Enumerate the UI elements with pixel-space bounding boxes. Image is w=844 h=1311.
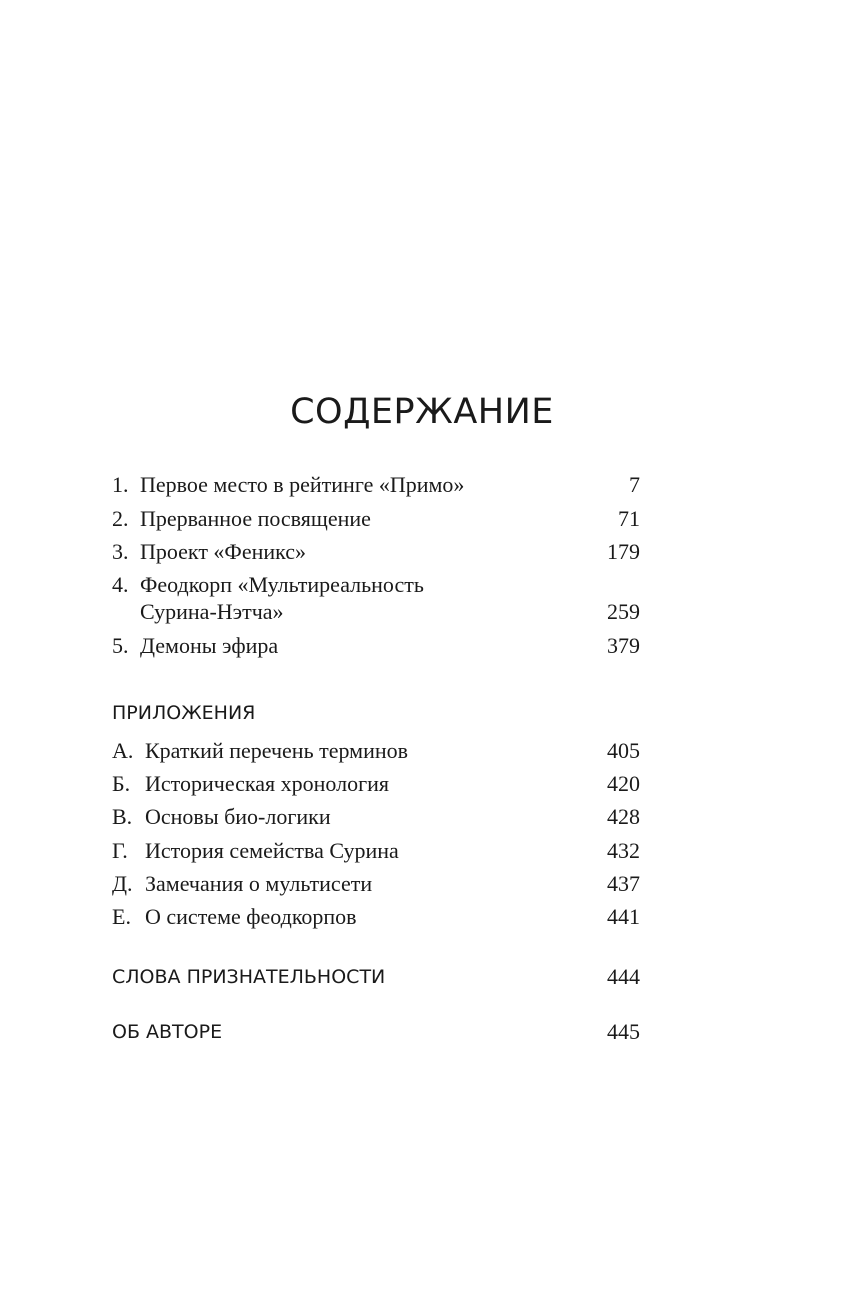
entry-number: 4.: [112, 572, 129, 597]
entry-title: Историческая хронология: [145, 771, 390, 796]
toc-entry-chapter-4[interactable]: [112, 572, 640, 598]
entry-number: 2.: [112, 506, 129, 531]
entry-page-number: 7: [629, 472, 640, 497]
entry-page-number: 445: [607, 1019, 640, 1044]
entry-title-line-1: Феодкорп «Мультиреальность: [140, 572, 424, 597]
entry-page-number: 420: [607, 771, 640, 796]
entry-title: ОБ АВТОРЕ: [112, 1021, 223, 1043]
entry-page-number: 71: [618, 506, 640, 531]
entry-letter: Е.: [112, 904, 131, 929]
entry-title: Основы био-логики: [145, 804, 331, 829]
toc-entry-chapter-1[interactable]: [112, 472, 640, 498]
entry-letter: Б.: [112, 771, 131, 796]
entry-title: Проект «Феникс»: [140, 539, 307, 564]
entry-title: Прерванное посвящение: [140, 506, 371, 531]
entry-letter: А.: [112, 738, 134, 763]
entry-page-number: 259: [607, 599, 640, 624]
entry-title: История семейства Сурина: [145, 838, 399, 863]
entry-page-number: 441: [607, 904, 640, 929]
entry-title: СЛОВА ПРИЗНАТЕЛЬНОСТИ: [112, 966, 386, 988]
toc-entry-appendix-e[interactable]: [112, 904, 640, 930]
entry-title: Первое место в рейтинге «Примо»: [140, 472, 465, 497]
toc-entry-acknowledgements[interactable]: [112, 964, 640, 990]
entry-page-number: 405: [607, 738, 640, 763]
entry-page-number: 379: [607, 633, 640, 658]
entry-number: 5.: [112, 633, 129, 658]
toc-entry-chapter-3[interactable]: [112, 539, 640, 565]
entry-title-line-2: Сурина-Нэтча»: [140, 599, 284, 624]
entry-page-number: 428: [607, 804, 640, 829]
toc-entry-appendix-b[interactable]: [112, 771, 640, 797]
appendices-heading: ПРИЛОЖЕНИЯ: [112, 702, 256, 724]
entry-page-number: 179: [607, 539, 640, 564]
toc-entry-appendix-v[interactable]: [112, 804, 640, 830]
entry-page-number: 437: [607, 871, 640, 896]
entry-letter: Г.: [112, 838, 128, 863]
toc-entry-appendix-a[interactable]: [112, 738, 640, 764]
entry-letter: В.: [112, 804, 133, 829]
entry-title: Краткий перечень терминов: [145, 738, 409, 763]
entry-number: 1.: [112, 472, 129, 497]
entry-page-number: 444: [607, 964, 640, 989]
entry-page-number: 432: [607, 838, 640, 863]
toc-entry-chapter-4-continued[interactable]: [112, 599, 640, 625]
entry-number: 3.: [112, 539, 129, 564]
page-title: СОДЕРЖАНИЕ: [290, 392, 554, 432]
toc-entry-chapter-2[interactable]: [112, 506, 640, 532]
entry-letter: Д.: [112, 871, 133, 896]
toc-entry-about-author[interactable]: [112, 1019, 640, 1045]
entry-title: О системе феодкорпов: [145, 904, 357, 929]
toc-entry-appendix-d[interactable]: [112, 871, 640, 897]
entry-title: Замечания о мультисети: [145, 871, 373, 896]
toc-entry-appendix-g[interactable]: [112, 838, 640, 864]
toc-entry-chapter-5[interactable]: [112, 633, 640, 659]
entry-title: Демоны эфира: [140, 633, 279, 658]
